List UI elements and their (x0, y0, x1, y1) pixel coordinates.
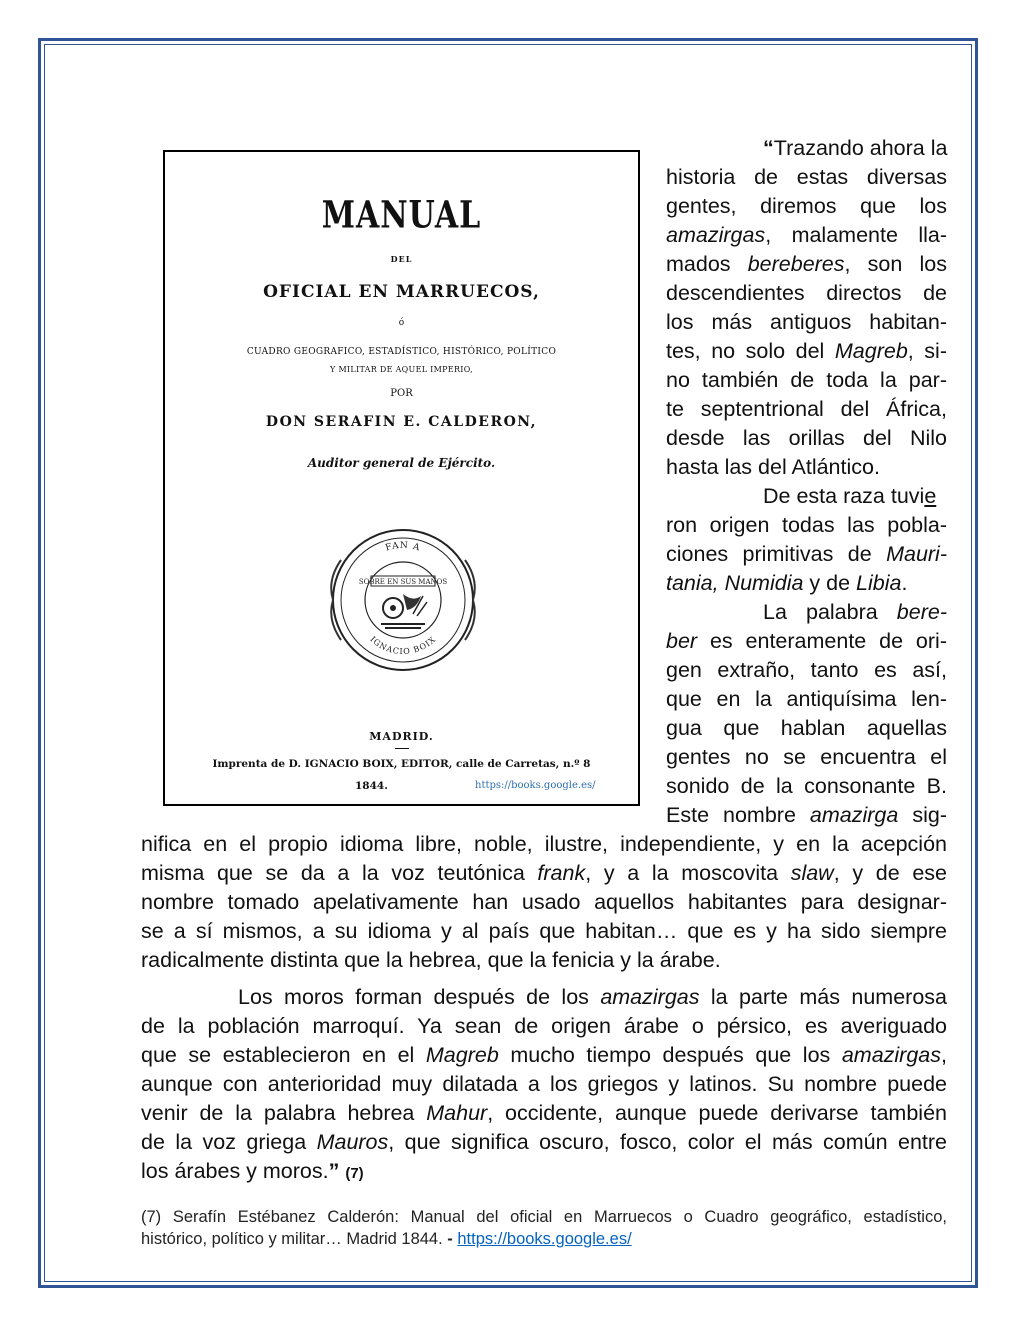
cover-o: ó (398, 318, 405, 328)
publisher-seal-icon (327, 524, 479, 676)
cover-del: DEL (390, 254, 413, 264)
text-line: descendientes directos de (666, 281, 947, 305)
svg-text:FAN A (384, 541, 421, 554)
text-line: sonido de la consonante B. (666, 774, 947, 798)
text-line: no también de toda la par- (666, 368, 947, 392)
text-line: se a sí mismos, a su idioma y al país que habitan… que es y ha sido siempre (141, 919, 947, 943)
cover-por: POR (390, 388, 413, 399)
book-cover-image (163, 150, 640, 806)
text-line: mados bereberes, son los (666, 252, 947, 276)
cover-subtitle: OFICIAL EN MARRUECOS, (263, 282, 540, 302)
seal-bottom-text: IGNACIO BOIX (368, 634, 438, 657)
cover-year: 1844. (355, 780, 388, 792)
text-line: nombre tomado apelativamente han usado aquellos habitantes para designar- (141, 890, 947, 914)
cover-militar: Y MILITAR DE AQUEL IMPERIO, (330, 365, 473, 374)
seal-band-text: SOBRE EN SUS MANOS (358, 578, 448, 586)
text-line: “Trazando ahora la (763, 136, 948, 160)
cover-printer: Imprenta de D. IGNACIO BOIX, EDITOR, calle de Carretas, n.º 8 (212, 758, 591, 770)
cover-rule (395, 748, 409, 749)
text-line: te septentrional del África, (666, 397, 947, 421)
text-line: tania, Numidia y de Libia. (666, 571, 908, 595)
text-line: gen extraño, tanto es así, (666, 658, 947, 682)
cover-url: https://books.google.es/ (475, 780, 596, 791)
cover-title: MANUAL (321, 193, 482, 238)
text-line: gentes, diremos que los (666, 194, 947, 218)
text-line: nifica en el propio idioma libre, noble, ilustre, independiente, y en la acepción (141, 832, 947, 856)
text-line: Este nombre amazirga sig- (666, 803, 947, 827)
footnote-link[interactable]: https://books.google.es/ (457, 1230, 632, 1248)
seal-top-text: FAN A (384, 540, 422, 554)
footnote-ref: (7) (345, 1165, 364, 1182)
cover-cuadro: CUADRO GEOGRAFICO, ESTADÍSTICO, HISTÓRICO, POLÍTICO (246, 347, 557, 357)
cover-place: MADRID. (369, 730, 434, 743)
text-line: de la voz griega Mauros, que significa oscuro, fosco, color el más común entre (141, 1130, 947, 1154)
text-line: ciones primitivas de Mauri- (666, 542, 947, 566)
text-line: La palabra bere- (763, 600, 947, 624)
text-line: De esta raza tuvie (763, 484, 937, 508)
text-line: que se establecieron en el Magreb mucho tiempo después que los amazirgas, (141, 1043, 947, 1067)
text-line: misma que se da a la voz teutónica frank, y a la moscovita slaw, y de ese (141, 861, 947, 885)
footnote-line: histórico, político y militar… Madrid 1844. - https://books.google.es/ (141, 1230, 632, 1248)
cover-auditor: Auditor general de Ejército. (307, 456, 496, 470)
text-line: venir de la palabra hebrea Mahur, occidente, aunque puede derivarse también (141, 1101, 947, 1125)
text-line: radicalmente distinta que la hebrea, que la fenicia y la árabe. (141, 948, 721, 972)
text-line: aunque con anterioridad muy dilatada a los griegos y latinos. Su nombre puede (141, 1072, 947, 1096)
footnote-line: (7) Serafín Estébanez Calderón: Manual del oficial en Marruecos o Cuadro geográfico, estadístico, (141, 1208, 947, 1226)
text-line: tes, no solo del Magreb, si- (666, 339, 947, 363)
text-line: gua que hablan aquellas (666, 716, 947, 740)
text-line: gentes no se encuentra el (666, 745, 947, 769)
text-line: los árabes y moros.” (7) (141, 1159, 364, 1183)
text-line: los más antiguos habitan- (666, 310, 947, 334)
text-line: hasta las del Atlántico. (666, 455, 880, 479)
cover-author: DON SERAFIN E. CALDERON, (265, 414, 538, 430)
text-line: amazirgas, malamente lla- (666, 223, 947, 247)
text-line: de la población marroquí. Ya sean de origen árabe o pérsico, es averiguado (141, 1014, 947, 1038)
text-line: que en la antiquísima len- (666, 687, 947, 711)
text-line: historia de estas diversas (666, 165, 947, 189)
text-line: desde las orillas del Nilo (666, 426, 947, 450)
text-line: ber es enteramente de ori- (666, 629, 947, 653)
text-line: Los moros forman después de los amazirgas la parte más numerosa (238, 985, 947, 1009)
text-line: ron origen todas las pobla- (666, 513, 947, 537)
